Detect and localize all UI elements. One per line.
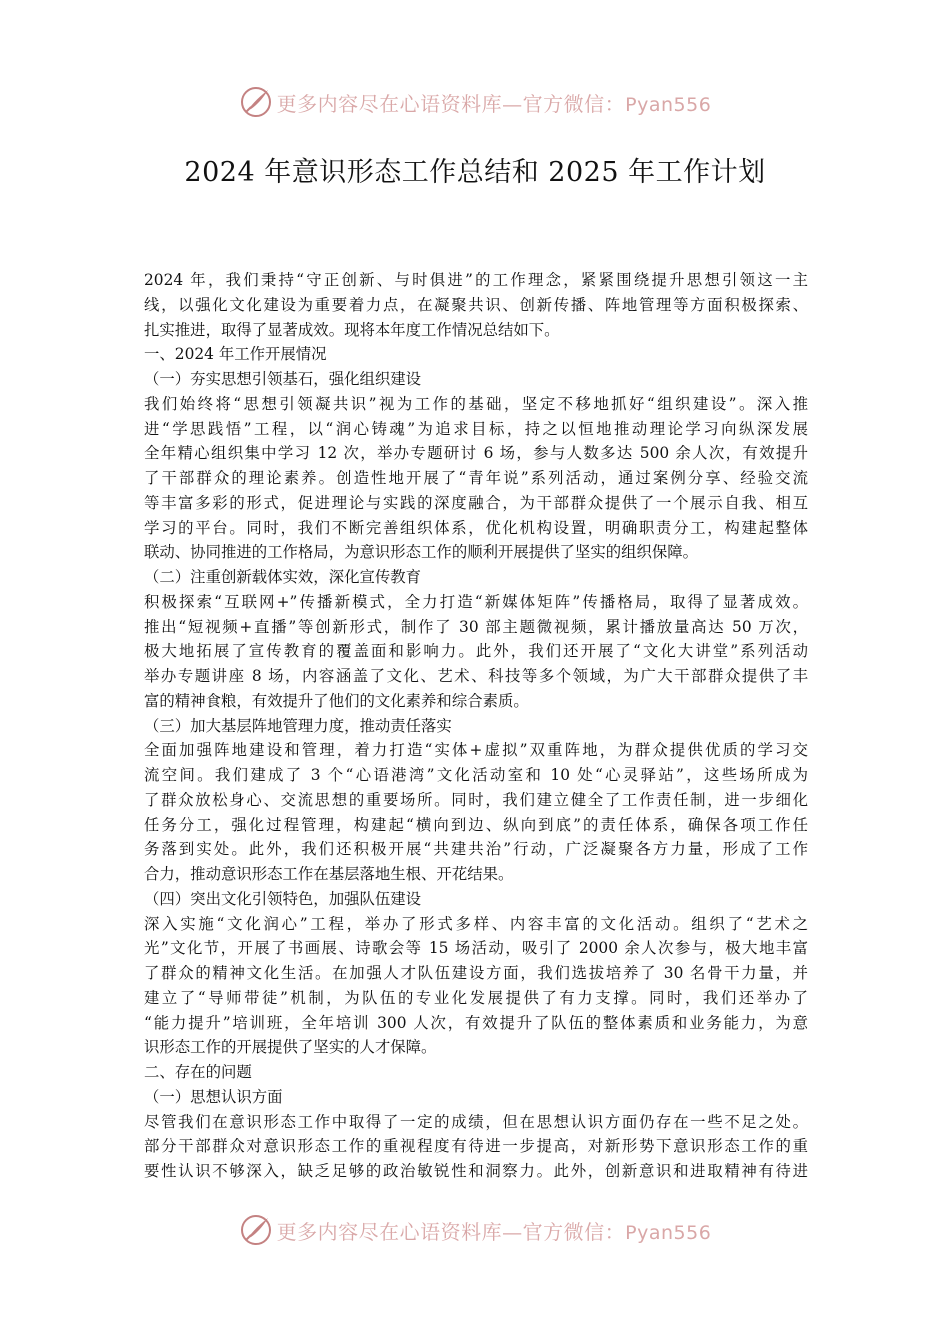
text-line: “能力提升”培训班，全年培训 300 人次，有效提升了队伍的整体素质和业务能力，为意 [144,1013,808,1032]
quill-pen-logo-icon [239,85,273,119]
watermark-wechat-id: Pyan556 [625,1221,712,1244]
text-line: 了群众放松身心、交流思想的重要场所。同时，我们建立健全了工作责任制，进一步细化 [144,790,808,809]
text-line: 举办专题讲座 8 场，内容涵盖了文化、艺术、科技等多个领域，为广大干部群众提供了丰 [144,667,808,685]
text-line: 务落到实处。此外，我们还积极开展“共建共治”行动，广泛凝聚各方力量，形成了工作 [144,840,808,859]
text-line: 二、存在的问题 [144,1063,252,1081]
text-line: 线，以强化文化建设为重要着力点，在凝聚共识、创新传播、阵地管理等方面积极探索、 [144,295,808,314]
text-line: 流空间。我们建成了 3 个“心语港湾”文化活动室和 10 处“心灵驿站”，这些场所成为 [144,766,808,784]
document-body [144,268,808,1184]
text-line: （一）思想认识方面 [144,1087,283,1106]
text-line: 扎实推进，取得了显著成效。现将本年度工作情况总结如下。 [144,320,560,339]
text-line: 要性认识不够深入，缺乏足够的政治敏锐性和洞察力。此外，创新意识和进取精神有待进 [144,1162,808,1180]
text-line: 尽管我们在意识形态工作中取得了一定的成绩，但在思想认识方面仍存在一些不足之处。 [144,1112,808,1131]
watermark-text: 更多内容尽在心语资料库—官方微信： [276,1219,626,1244]
text-line: （一）夯实思想引领基石，强化组织建设 [144,370,422,388]
text-line: 任务分工，强化过程管理，构建起“横向到边、纵向到底”的责任体系，确保各项工作任 [144,815,808,834]
text-line: （四）突出文化引领特色，加强队伍建设 [144,889,422,908]
watermark-wechat-id: Pyan556 [625,93,712,116]
text-line: 建立了“导师带徒”机制，为队伍的专业化发展提供了有力支撑。同时，我们还举办了 [144,988,808,1007]
document-title: 2024 年意识形态工作总结和 2025 年工作计划 [184,157,766,188]
text-line: 合力，推动意识形态工作在基层落地生根、开花结果。 [144,865,514,883]
text-line: 2024 年，我们秉持“守正创新、与时俱进”的工作理念，紧紧围绕提升思想引领这一主 [144,271,808,289]
text-line: 富的精神食粮，有效提升了他们的文化素养和综合素质。 [144,691,529,710]
text-line: 学习的平台。同时，我们不断完善组织体系，优化机构设置，明确职责分工，构建起整体 [144,518,808,537]
text-line: 进“学思践悟”工程，以“润心铸魂”为追求目标，持之以恒地推动理论学习向纵深发展 [144,419,808,438]
text-line: 推出“短视频+直播”等创新形式，制作了 30 部主题微视频，累计播放量高达 50 万次， [144,617,808,636]
text-line: 全面加强阵地建设和管理，着力打造“实体+虚拟”双重阵地，为群众提供优质的学习交 [144,741,808,760]
text-line: 光”文化节，开展了书画展、诗歌会等 15 场活动，吸引了 2000 余人次参与，极大地丰富 [144,939,808,958]
text-line: 了干部群众的理论素养。创造性地开展了“青年说”系列活动，通过案例分享、经验交流 [144,469,808,487]
text-line: （二）注重创新载体实效，深化宣传教育 [144,568,422,586]
watermark-text: 更多内容尽在心语资料库—官方微信： [276,91,626,116]
text-line: 联动、协同推进的工作格局，为意识形态工作的顺利开展提供了坚实的组织保障。 [144,543,699,562]
text-line: 部分干部群众对意识形态工作的重视程度有待进一步提高，对新形势下意识形态工作的重 [144,1137,808,1156]
text-line: 积极探索“互联网+”传播新模式，全力打造“新媒体矩阵”传播格局，取得了显著成效。 [144,592,808,611]
text-line: 识形态工作的开展提供了坚实的人才保障。 [144,1038,437,1057]
text-line: 了群众的精神文化生活。在加强人才队伍建设方面，我们选拔培养了 30 名骨干力量，并 [144,964,808,982]
quill-pen-logo-icon [239,1213,273,1247]
text-line: 深入实施“文化润心”工程，举办了形式多样、内容丰富的文化活动。组织了“艺术之 [144,914,808,933]
text-line: （三）加大基层阵地管理力度，推动责任落实 [144,716,452,735]
text-line: 极大地拓展了宣传教育的覆盖面和影响力。此外，我们还开展了“文化大讲堂”系列活动 [144,642,808,661]
footer-watermark [0,1210,950,1250]
header-watermark [0,82,950,122]
text-line: 等丰富多彩的形式，促进理论与实践的深度融合，为干部群众提供了一个展示自我、相互 [144,493,808,512]
text-line: 我们始终将“思想引领凝共识”视为工作的基础，坚定不移地抓好“组织建设”。深入推 [144,394,808,413]
text-line: 全年精心组织集中学习 12 次，举办专题研讨 6 场，参与人数多达 500 余人次，有效提升 [144,444,808,463]
text-line: 一、2024 年工作开展情况 [144,345,327,364]
